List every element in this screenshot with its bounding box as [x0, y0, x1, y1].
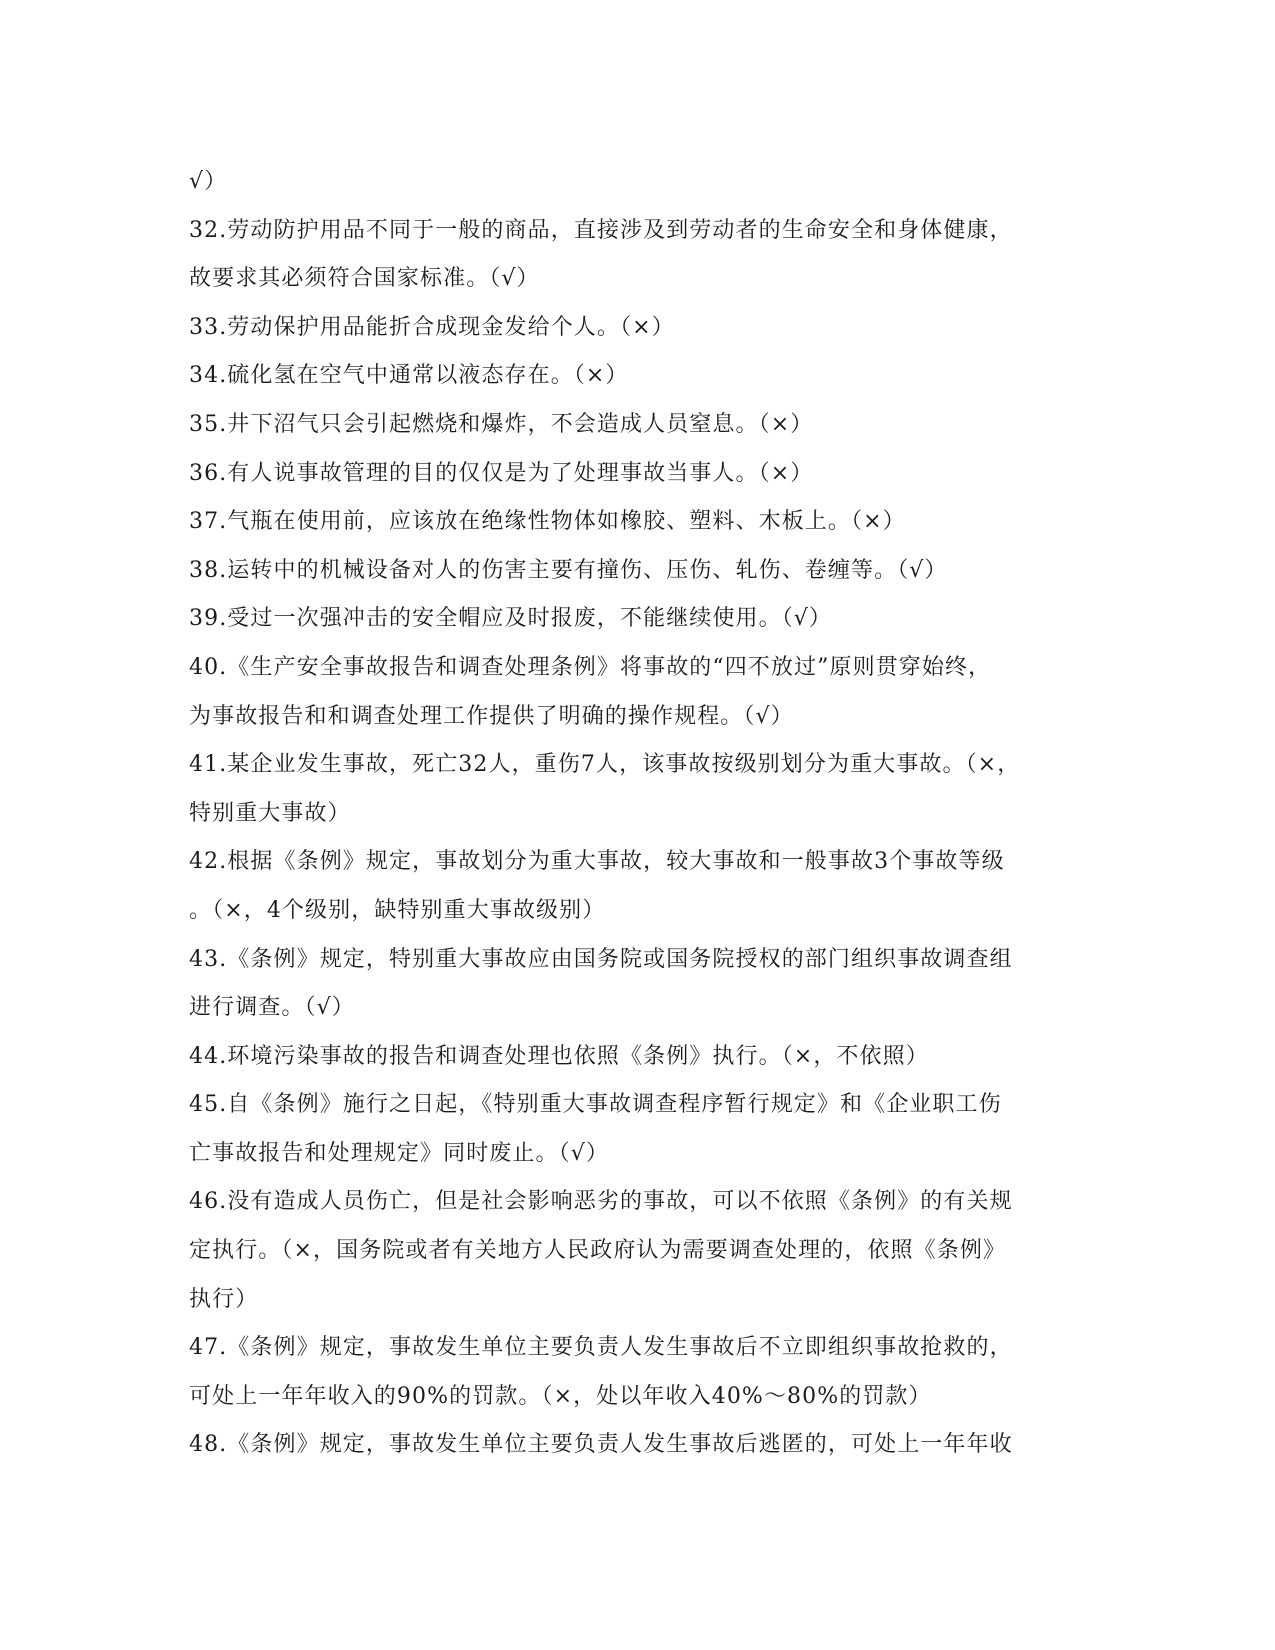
text-line: 34.硫化氢在空气中通常以液态存在。（×）	[189, 363, 629, 389]
text-line: 44.环境污染事故的报告和调查处理也依照《条例》执行。（×，不依照）	[189, 1043, 929, 1069]
text-line: 进行调查。（√）	[189, 995, 355, 1021]
text-line: 故要求其必须符合国家标准。（√）	[189, 266, 540, 292]
text-line: 43.《条例》规定，特别重大事故应由国务院或国务院授权的部门组织事故调查组	[189, 946, 1013, 972]
text-line: 35.井下沼气只会引起燃烧和爆炸，不会造成人员窒息。（×）	[189, 411, 814, 437]
text-line: 48.《条例》规定，事故发生单位主要负责人发生事故后逃匿的，可处上一年年收	[189, 1432, 1013, 1458]
text-line: 32.劳动防护用品不同于一般的商品，直接涉及到劳动者的生命安全和身体健康，	[189, 217, 1013, 243]
text-line: 40.《生产安全事故报告和调查处理条例》将事故的“四不放过”原则贯穿始终，	[189, 654, 992, 680]
text-line: 36.有人说事故管理的目的仅仅是为了处理事故当事人。（×）	[189, 460, 814, 486]
text-line: 39.受过一次强冲击的安全帽应及时报废，不能继续使用。（√）	[189, 606, 833, 632]
text-line: √）	[189, 169, 228, 194]
text-line: 46.没有造成人员伤亡，但是社会影响恶劣的事故，可以不依照《条例》的有关规	[189, 1189, 1013, 1215]
text-line: 亡事故报告和处理规定》同时废止。（√）	[189, 1140, 609, 1166]
text-line: 41.某企业发生事故，死亡32人，重伤7人，该事故按级别划分为重大事故。（×，	[189, 752, 1021, 778]
text-line: 45.自《条例》施行之日起，《特别重大事故调查程序暂行规定》和《企业职工伤	[189, 1092, 1002, 1118]
text-line: 特别重大事故）	[189, 800, 351, 826]
text-line: 定执行。（×，国务院或者有关地方人民政府认为需要调查处理的，依照《条例》	[189, 1238, 1007, 1264]
text-line: 38.运转中的机械设备对人的伤害主要有撞伤、压伤、轧伤、卷缠等。（√）	[189, 557, 948, 583]
text-line: 47.《条例》规定，事故发生单位主要负责人发生事故后不立即组织事故抢救的，	[189, 1335, 1013, 1361]
text-line: 33.劳动保护用品能折合成现金发给个人。（×）	[189, 314, 675, 340]
text-line: 执行）	[189, 1286, 259, 1312]
text-line: 可处上一年年收入的90%的罚款。（×，处以年收入40%～80%的罚款）	[189, 1383, 932, 1409]
document-body	[189, 158, 1089, 1470]
text-line: 42.根据《条例》规定，事故划分为重大事故，较大事故和一般事故3个事故等级	[189, 849, 1005, 875]
text-line: 37.气瓶在使用前，应该放在绝缘性物体如橡胶、塑料、木板上。（×）	[189, 509, 906, 535]
text-line: 为事故报告和和调查处理工作提供了明确的操作规程。（√）	[189, 703, 794, 729]
text-line: 。（×，4个级别，缺特别重大事故级别）	[189, 897, 606, 923]
